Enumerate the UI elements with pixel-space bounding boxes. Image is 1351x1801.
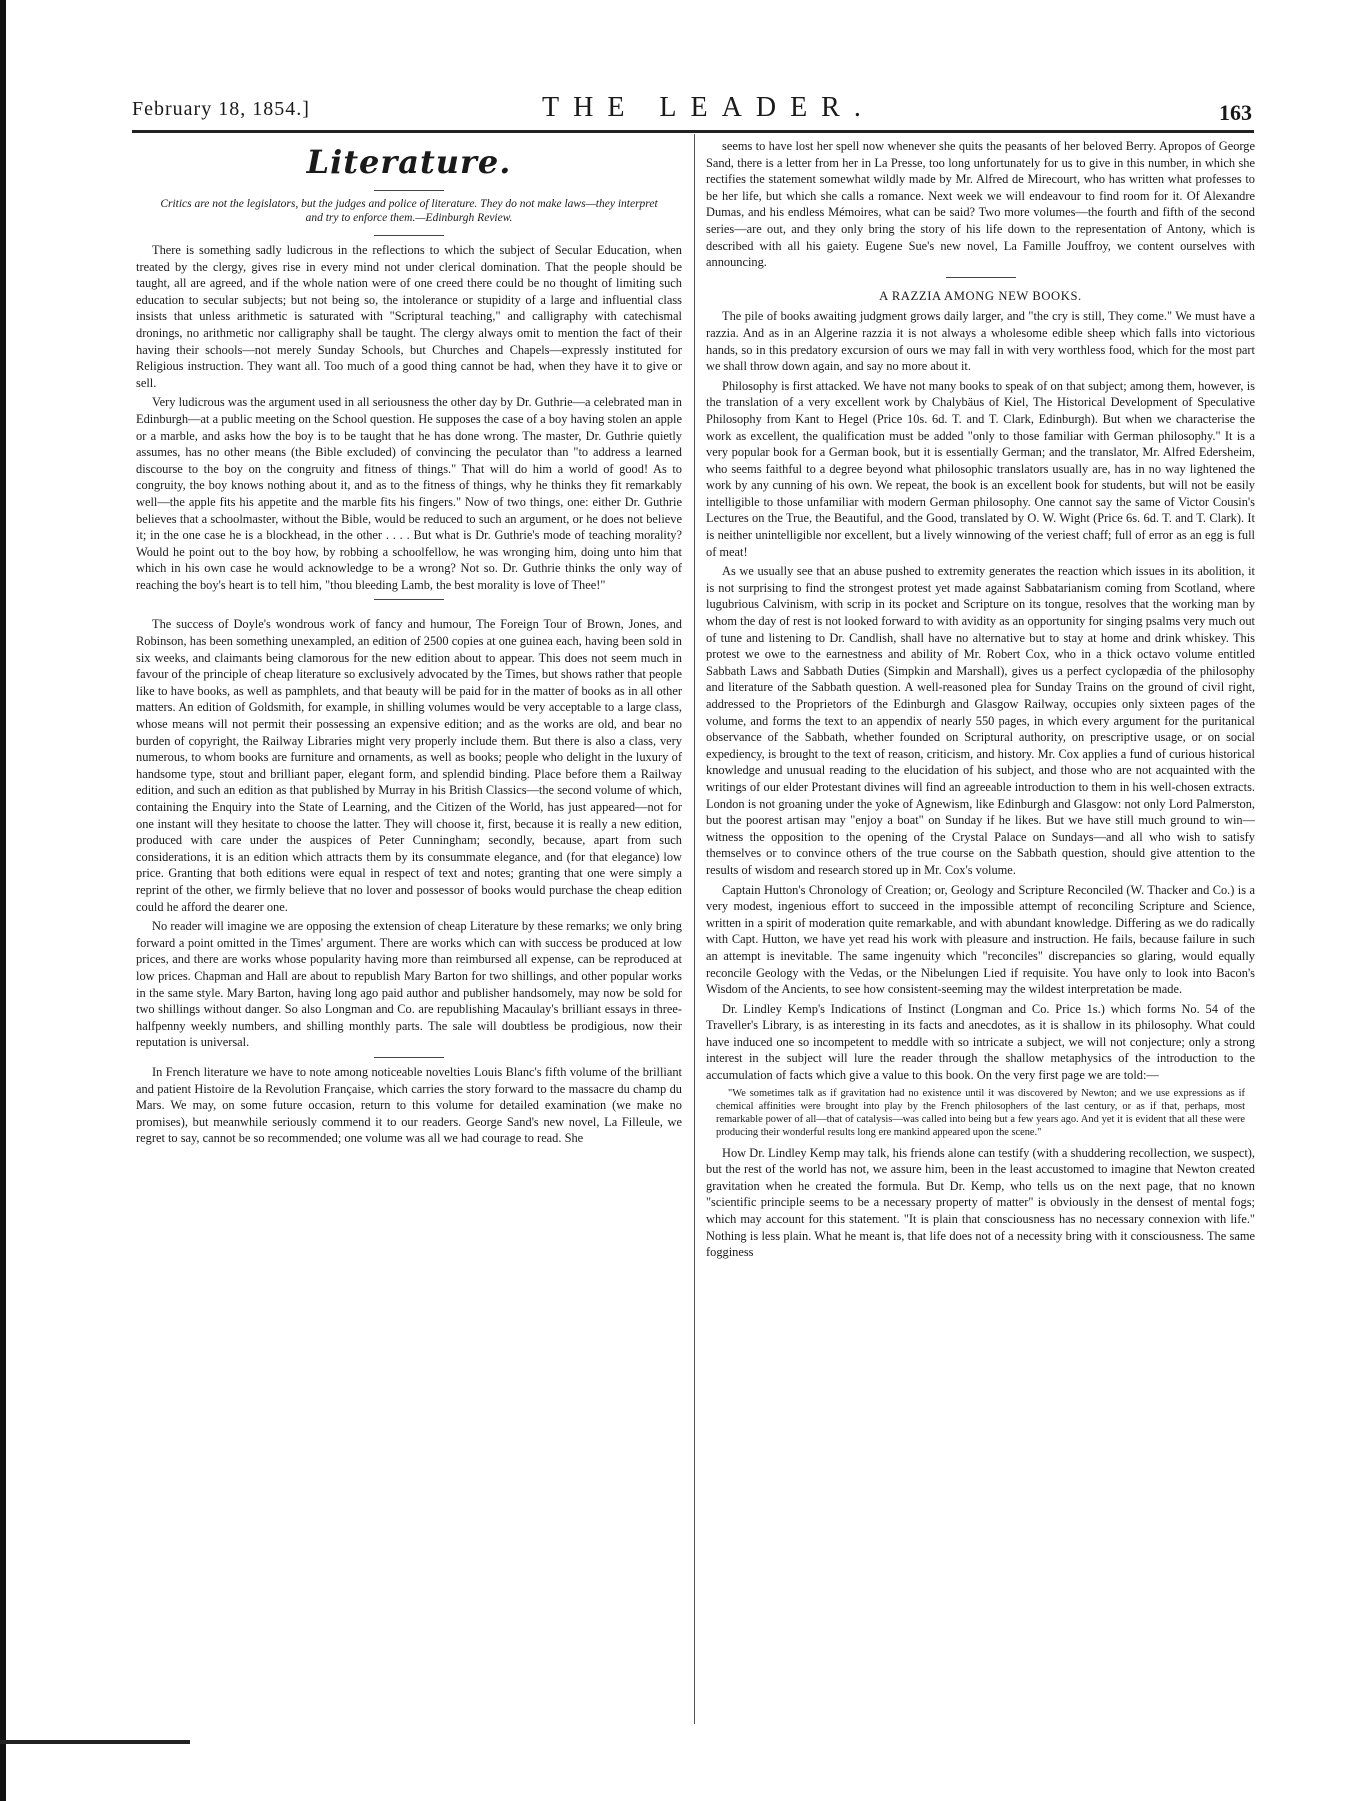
article-paragraph: Philosophy is first attacked. We have not many books to speak of on that subject; among them, however, is the translation of a very excellent work by Chalybäus of Kiel, The Historical Development of Speculative Philosophy from Kant to Hegel (Price 10s. 6d. T. and T. Clark, Edinburgh). But when we characterise the work as excellent, the qualification must be added "only to those familiar with German philosophy." It is a very popular book for a German book, but it is essentially German; and the translator, Mr. Alfred Edersheim, who seems faithful to a degree beyond what philosophic translators usually are, has in no way lightened the work by any cunning of his own. We repeat, the book is an excellent book for students, but will not be easily intelligible to those unfamiliar with modern German philosophy. One cannot say the same of Victor Cousin's Lectures on the True, the Beautiful, and the Good, translated by O. W. Wight (Price 6s. 6d. T. and T. Clark). It is neither unintelligible nor excellent, but a lively winnowing of the veriest chaff; full of error as an egg is full of meat! bbox=[706, 378, 1255, 559]
article-paragraph: Very ludicrous was the argument used in all seriousness the other day by Dr. Guthrie—a celebrated man in Edinburgh—at a public meeting on the School question. He supposes the case of a boy having stolen an apple or a marble, and asks how the boy is to be taught that he has done wrong. The master, Dr. Guthrie quietly assumes, has no other means (the Bible excluded) of convincing the peculator than "to address a learned discourse to the boy on the congruity and fitness of things." That will do him a world of good! As to congruity, the boy knows nothing about it, and as to the fitness of things, why he thinks they fit remarkably well—the apple fits his appetite and the marble fits his fingers." Now of two things, one: either Dr. Guthrie believes that a schoolmaster, without the Bible, would be reduced to such an argument, or he does not believe it; in the one case he is a blockhead, in the other . . . . But what is Dr. Guthrie's mode of teaching morality? Would he point out to the boy how, by robbing a schoolfellow, he was wronging him, doing unto him that which in his own case he would acknowledge to be a wrong? Not so. Dr. Guthrie thinks the only way of reaching the boy's heart is to tell him, "thou bleeding Lamb, the best morality is love of Thee!" bbox=[136, 395, 682, 592]
scan-edge bbox=[0, 0, 6, 1801]
left-column bbox=[136, 138, 682, 1150]
article-paragraph: seems to have lost her spell now whenever she quits the peasants of her beloved Berry. Apropos of George Sand, there is a letter from her in La Presse, too long unfortunately for us to give in this number, in which she rectifies the statement somewhat wildly made by Mr. Alfred de Mirecourt, who has written what professes to be her life, but which she calls a romance. Next week we will endeavour to find room for it. Of Alexandre Dumas, and his endless Mémoires, what can be said? Two more volumes—the fourth and fifth of the second series—are out, and they only bring the story of his life down to the representation of Antony, which is described with all his gaiety. Eugene Sue's new novel, La Famille Jouffroy, we content ourselves with announcing. bbox=[706, 139, 1255, 270]
column-divider bbox=[694, 134, 695, 1724]
paragraph-rule bbox=[374, 599, 444, 600]
header-rule bbox=[132, 130, 1254, 133]
article-paragraph: Dr. Lindley Kemp's Indications of Instinct (Longman and Co. Price 1s.) which forms No. 54 of the Traveller's Library, is as interesting in its facts and anecdotes, as it is shallow in its philosophy. What could have induced one so incompetent to meddle with so intricate a subject, we will not conjecture; only a strong interest in the subject will lure the reader through the shallow metaphysics of the introduction to the accumulation of facts which give a value to this book. On the very first page we are told:— bbox=[706, 1001, 1255, 1083]
article-paragraph: How Dr. Lindley Kemp may talk, his friends alone can testify (with a shuddering recollection, we suspect), but the rest of the world has not, we assure him, been in the least accustomed to imagine that Newton created gravitation when he created the formula. But Dr. Kemp, who tells us on the next page, that no known "scientific principle seems to be a necessary property of matter" is obviously in the densest of mental fogs; which may account for this statement. "It is plain that consciousness has no necessary connexion with life." Nothing is less plain. What he meant is, that life does not of a necessity bring with it consciousness. The same fogginess bbox=[706, 1145, 1255, 1260]
article-paragraph: No reader will imagine we are opposing the extension of cheap Literature by these remarks; we only bring forward a point omitted in the Times' argument. There are works which can with success be produced at low prices, and there are works whose popularity having more than reimbursed all expense, can be reproduced at low prices. Chapman and Hall are about to republish Mary Barton for two shillings, and other popular works in the same style. Mary Barton, having long ago paid author and publisher handsomely, may now be sold for two shillings without danger. So also Longman and Co. are republishing Macaulay's brilliant essays in three-halfpenny weekly numbers, and shilling monthly parts. The sale will doubtless be prodigious, now their reputation is universal. bbox=[136, 919, 682, 1050]
section-title: Literature. bbox=[306, 143, 512, 181]
page-header bbox=[132, 92, 1252, 125]
scan-artifact bbox=[0, 1740, 190, 1744]
article-paragraph: There is something sadly ludicrous in the reflections to which the subject of Secular Education, when treated by the clergy, gives rise in every mind not under clerical domination. That the people should be taught, all are agreed, and if the whole nation were of one creed there could be no thought of limiting such education to secular subjects; but not being so, the intolerance or stupidity of a large and influential class insists that unless arithmetic is saturated with "Scriptural teaching," and calligraphy with catechismal dronings, no arithmetic nor calligraphy shall be taught. The clergy always omit to mention the fact of their having their schools—not merely Sunday Schools, but Churches and Chapels—expressly instituted for Religious instruction. They want all. Too much of a good thing cannot be had, when they have it to give or sell. bbox=[136, 243, 682, 390]
section-heading: A RAZZIA AMONG NEW BOOKS. bbox=[879, 288, 1082, 303]
article-paragraph: Captain Hutton's Chronology of Creation; or, Geology and Scripture Reconciled (W. Thacker and Co.) is a very modest, ingenious effort to succeed in the impossible attempt of reconciling Scripture and Science, written in a spirit of moderation quite remarkable, and with abundant knowledge. Differing as we do radically with Capt. Hutton, we have yet read his work with pleasure and instruction. He fails, because failure in such an attempt is inevitable. The same ingenuity which "reconciles" discrepancies so glaring, would equally reconcile Geology with the Vedas, or the Nibelungen Lied if requisite. You have only to look into Bacon's Wisdom of the Ancients, to see how consistent-seeming may the wildest interpretation be made. bbox=[706, 882, 1255, 997]
section-rule bbox=[374, 190, 444, 191]
paragraph-rule bbox=[374, 1057, 444, 1058]
section-rule bbox=[946, 277, 1016, 278]
block-quote: "We sometimes talk as if gravitation had no existence until it was discovered by Newton; and we use expressions as if chemical affinities were brought into play by the French philosophers of the last century, or as if that, perhaps, most remarkable power of all—that of catalysis—was called into being but a few years ago. And yet it is evident that all these were producing their wonderful results long ere mankind appeared upon the scene." bbox=[716, 1087, 1245, 1138]
page-number: 163 bbox=[1219, 100, 1252, 125]
section-rule bbox=[374, 235, 444, 236]
article-paragraph: As we usually see that an abuse pushed to extremity generates the reaction which issues in its abolition, it is not surprising to find the strongest protest yet made against Sabbatarianism coming from Scotland, where lugubrious Calvinism, with scrip in its pocket and Scripture on its tongue, resolves that the working man by whom the day of rest is not looked forward to with avidity as an opportunity for singing psalms very much out of tune and listening to Dr. Candlish, shall have no alternative but to stay at home and drink whiskey. This protest we owe to the earnestness and ability of Mr. Robert Cox, who in a thick octavo volume entitled Sabbath Laws and Sabbath Duties (Simpkin and Marshall), gives us a perfect cyclopædia of the philosophy and literature of the Sabbath question. A well-reasoned plea for Sunday Trains on the ground of civil right, addressed to the Proprietors of the Edinburgh and Glasgow Railway, occupies only sixteen pages of the volume, and forms the text to an appendix of nearly 550 pages, in which every argument for the puritanical observance of the Sabbath, whether founded on Scriptural authority, on prescriptive usage, or on social expediency, is brought to the text of reason, criticism, and history. Mr. Cox applies a fund of curious historical knowledge and unusual reading to the elucidation of his subject, and those who are not acquainted with the writings of our elder Protestant divines will find an agreeable introduction to them in his well-chosen extracts. London is not groaning under the yoke of Agnewism, like Edinburgh and Glasgow: not only Lord Palmerston, but the poorest artisan may "enjoy a boat" on Sunday if he likes. But we have still much ground to win—witness the opposition to the opening of the Crystal Palace on Sundays—and all who wish to satisfy themselves or to convince others of the true course on the Sabbath question, should give attention to the results of wisdom and research stored up in Mr. Cox's volume. bbox=[706, 564, 1255, 877]
section-motto: Critics are not the legislators, but the judges and police of literature. They do not make laws—they interpret and try to enforce them.—Edinburgh Review. bbox=[160, 198, 658, 224]
article-paragraph: The pile of books awaiting judgment grows daily larger, and "the cry is still, They come." We must have a razzia. And as in an Algerine razzia it is not always a wholesome edible sheep which falls into victorious hands, so in this predatory excursion of ours we may fall in with very worthless food, which for the most part we shall throw down again, and say no more about it. bbox=[706, 309, 1255, 374]
article-paragraph: In French literature we have to note among noticeable novelties Louis Blanc's fifth volume of the brilliant and patient Histoire de la Revolution Française, which carries the story forward to the massacre du champ du Mars. We may, on some future occasion, return to this volume for detailed examination (we make no promises), but meanwhile seriously commend it to our readers. George Sand's new novel, La Filleule, we regret to say, cannot be so recommended; one volume was all we had courage to read. She bbox=[136, 1064, 682, 1146]
article-paragraph: The success of Doyle's wondrous work of fancy and humour, The Foreign Tour of Brown, Jones, and Robinson, has been something unexampled, an edition of 2500 copies at one guinea each, having been sold in six weeks, and claimants being clamorous for the new edition about to appear. This does not seem much in favour of the principle of cheap literature so exclusively advocated by the Times, but shows rather that people like to have books, as well as pamphlets, and that beauty will be paid for in the matter of books as in all other matters. An edition of Goldsmith, for example, in shilling volumes would be very acceptable to a large class, whose means will not permit their possessing an expensive edition; and as the works are old, and bear no burden of copyright, the Railway Libraries might very properly include them. But there is also a class, very numerous, to whom books are furniture and ornaments, as well as books; people who delight in the luxury of handsome type, stout and brilliant paper, elegant form, and splendid binding. Place before them a Railway edition, and such an edition as that published by Murray in his British Classics—the second volume of which, containing the Enquiry into the State of Learning, and the Citizen of the World, has just appeared—not for one instant will they hesitate to choose the latter. They will choose it, first, because it is really a new edition, produced with care under the auspices of Peter Cunningham; secondly, because, apart from such considerations, it is an edition which attracts them by its consummate elegance, and (for that elegance) low price. Granting that both editions were equal in respect of text and notes; granting that one were simply a reprint of the other, we firmly believe that no lover and possessor of books would purchase the cheap edition could he afford the dearer one. bbox=[136, 617, 682, 914]
header-date: February 18, 1854.] bbox=[132, 98, 310, 120]
masthead-title: THE LEADER. bbox=[542, 92, 875, 123]
right-column bbox=[706, 138, 1255, 1264]
